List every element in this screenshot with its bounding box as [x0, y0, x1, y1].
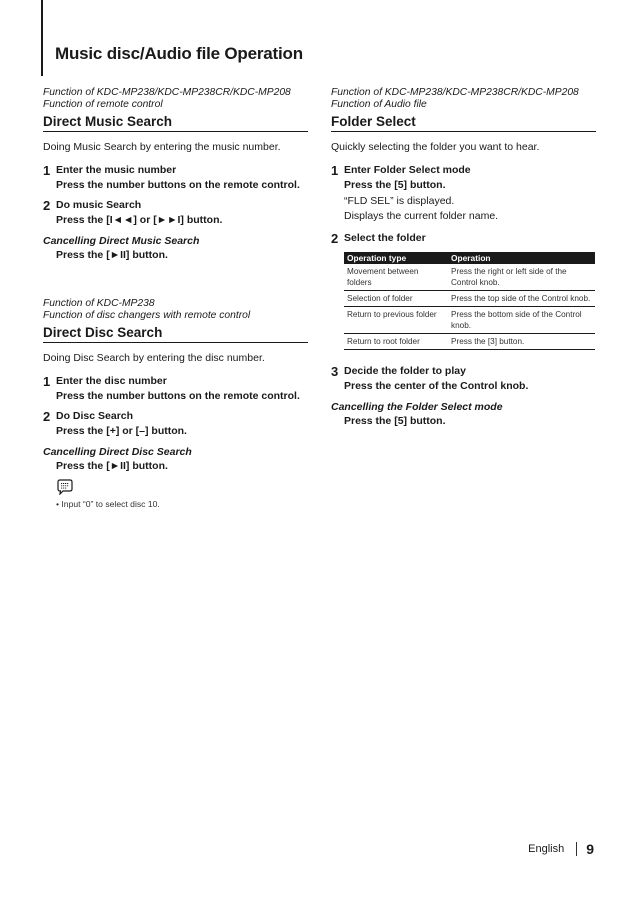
step-number: 1 [43, 163, 51, 178]
step-3 [331, 364, 596, 395]
step-heading: Enter the music number [56, 164, 177, 176]
step-heading: Decide the folder to play [344, 364, 466, 377]
cancel-instruction: Press the [►II] button. [56, 460, 168, 472]
step-number: 3 [331, 363, 339, 379]
function-note: Function of KDC-MP238/KDC-MP238CR/KDC-MP208 [331, 87, 579, 98]
section-intro: Doing Disc Search by entering the disc number. [43, 352, 265, 364]
table-cell: Return to previous folder [344, 306, 448, 333]
function-note: Function of remote control [43, 99, 163, 110]
step-heading: Enter the disc number [56, 375, 167, 387]
cancel-heading: Cancelling Direct Music Search [43, 235, 200, 247]
step-body: Press the number buttons on the remote control. [56, 179, 300, 191]
right-column [331, 87, 596, 429]
step-2 [43, 409, 308, 440]
cancel-instruction: Press the [►II] button. [56, 249, 168, 261]
step-1 [331, 163, 596, 225]
step-1 [43, 374, 308, 405]
step-number: 2 [43, 197, 51, 213]
folder-select-section [331, 87, 596, 429]
step-heading: Do Disc Search [56, 409, 134, 422]
step-detail: Displays the current folder name. [344, 210, 499, 222]
table-header: Operation [448, 252, 595, 264]
table-cell: Press the top side of the Control knob. [448, 290, 595, 306]
section-intro: Quickly selecting the folder you want to hear. [331, 141, 540, 153]
section-title: Direct Disc Search [43, 325, 308, 343]
direct-disc-search-section [43, 298, 308, 509]
table-cell: Press the bottom side of the Control knob. [448, 306, 595, 333]
section-intro: Doing Music Search by entering the music number. [43, 141, 281, 153]
table-row [344, 306, 595, 333]
table-cell: Movement between folders [344, 264, 448, 291]
step-heading: Enter Folder Select mode [344, 164, 471, 176]
table-cell: Press the right or left side of the Control knob. [448, 264, 595, 291]
left-column [43, 87, 308, 509]
step-1 [43, 163, 308, 194]
page-title: Music disc/Audio file Operation [55, 44, 303, 63]
function-note: Function of KDC-MP238 [43, 298, 155, 309]
step-number: 2 [331, 230, 339, 246]
function-note: Function of Audio file [331, 99, 427, 110]
section-title: Direct Music Search [43, 114, 308, 132]
section-title: Folder Select [331, 114, 596, 132]
step-body: Press the number buttons on the remote control. [56, 390, 300, 402]
step-detail: “FLD SEL” is displayed. [344, 194, 455, 207]
title-rule [41, 0, 43, 76]
note-text: • Input “0” to select disc 10. [56, 499, 160, 509]
step-heading: Do music Search [56, 198, 142, 211]
table-row [344, 333, 595, 349]
cancel-heading: Cancelling the Folder Select mode [331, 401, 503, 413]
cancel-instruction: Press the [5] button. [344, 415, 446, 427]
step-body: Press the [I◄◄] or [►►I] button. [56, 213, 223, 226]
cancel-heading: Cancelling Direct Disc Search [43, 446, 192, 458]
table-row [344, 264, 595, 291]
page-footer [528, 841, 594, 857]
step-number: 1 [331, 163, 339, 178]
function-note: Function of KDC-MP238/KDC-MP238CR/KDC-MP208 [43, 87, 291, 98]
note-icon [56, 479, 74, 495]
function-note: Function of disc changers with remote control [43, 310, 251, 321]
step-body: Press the [+] or [–] button. [56, 424, 187, 437]
step-2 [331, 231, 596, 350]
direct-music-search-section [43, 87, 308, 263]
step-2 [43, 198, 308, 229]
step-body: Press the [5] button. [344, 179, 446, 191]
operation-table [344, 252, 595, 350]
footer-divider [576, 842, 577, 856]
table-cell: Selection of folder [344, 290, 448, 306]
step-number: 2 [43, 408, 51, 424]
page-number: 9 [586, 841, 594, 857]
table-header: Operation type [344, 252, 448, 264]
table-row [344, 290, 595, 306]
table-cell: Return to root folder [344, 333, 448, 349]
step-number: 1 [43, 374, 51, 389]
table-cell: Press the [3] button. [448, 333, 595, 349]
step-heading: Select the folder [344, 231, 426, 244]
footer-language: English [528, 843, 565, 855]
step-body: Press the center of the Control knob. [344, 379, 529, 392]
